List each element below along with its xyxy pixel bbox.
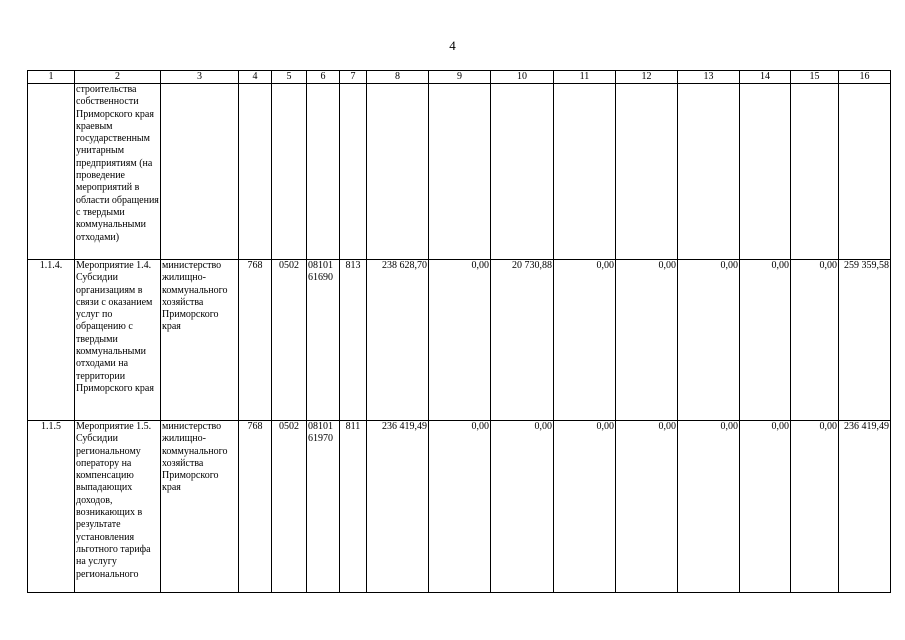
code-cell [272,84,307,260]
amount-cell: 0,00 [554,260,616,421]
code-cell: 08101 61690 [307,260,340,421]
responsible-cell: министерство жилищно-коммунального хозяйства Приморского края [161,260,239,421]
page-number: 4 [449,38,456,53]
amount-cell: 238 628,70 [367,260,429,421]
column-header: 7 [340,71,367,84]
amount-cell: 236 419,49 [367,421,429,593]
code-cell: 768 [239,421,272,593]
column-header: 15 [791,71,839,84]
total-amount-cell: 259 359,58 [839,260,891,421]
amount-cell: 0,00 [429,421,491,593]
amount-cell [678,84,740,260]
code-cell [307,84,340,260]
item-number-cell: 1.1.5 [28,421,75,593]
amount-cell [791,84,839,260]
activity-name-cell: Мероприятие 1.4. Субсидии организациям в связи с оказанием услуг по обращению с твердыми коммунальными отходами на территории Приморского края [75,260,161,421]
amount-cell: 0,00 [740,421,791,593]
column-header: 10 [491,71,554,84]
amount-cell: 0,00 [554,421,616,593]
column-header: 2 [75,71,161,84]
total-amount-cell [839,84,891,260]
code-cell: 768 [239,260,272,421]
amount-cell: 0,00 [491,421,554,593]
amount-cell [616,84,678,260]
column-header: 12 [616,71,678,84]
activity-name-cell: Мероприятие 1.5. Субсидии региональному оператору на компенсацию выпадающих доходов, возникающих в результате установления льготного тарифа на услугу регионального [75,421,161,593]
activity-name-cell: строительства собственности Приморского края краевым государственным унитарным предприятиям (на проведение мероприятий в области обращения с твердыми коммунальными отходами) [75,84,161,260]
amount-cell: 0,00 [791,421,839,593]
column-header: 8 [367,71,429,84]
code-cell: 811 [340,421,367,593]
column-header: 5 [272,71,307,84]
code-cell: 813 [340,260,367,421]
amount-cell [429,84,491,260]
amount-cell [367,84,429,260]
total-amount-cell: 236 419,49 [839,421,891,593]
column-header: 4 [239,71,272,84]
code-cell [239,84,272,260]
amount-cell: 0,00 [616,421,678,593]
amount-cell: 0,00 [616,260,678,421]
column-header: 1 [28,71,75,84]
table-row [28,84,891,260]
column-header: 3 [161,71,239,84]
item-number-cell [28,84,75,260]
amount-cell [554,84,616,260]
code-cell [340,84,367,260]
amount-cell [491,84,554,260]
amount-cell: 0,00 [429,260,491,421]
column-number-header-row [28,71,891,84]
responsible-cell: министерство жилищно-коммунального хозяйства Приморского края [161,421,239,593]
column-header: 14 [740,71,791,84]
table-row [28,260,891,421]
amount-cell: 20 730,88 [491,260,554,421]
code-cell: 0502 [272,421,307,593]
table-row [28,421,891,593]
column-header: 16 [839,71,891,84]
code-cell: 08101 61970 [307,421,340,593]
item-number-cell: 1.1.4. [28,260,75,421]
code-cell: 0502 [272,260,307,421]
program-activities-table [27,70,891,593]
column-header: 9 [429,71,491,84]
amount-cell: 0,00 [740,260,791,421]
column-header: 6 [307,71,340,84]
amount-cell [740,84,791,260]
amount-cell: 0,00 [791,260,839,421]
column-header: 11 [554,71,616,84]
column-header: 13 [678,71,740,84]
amount-cell: 0,00 [678,260,740,421]
amount-cell: 0,00 [678,421,740,593]
responsible-cell [161,84,239,260]
